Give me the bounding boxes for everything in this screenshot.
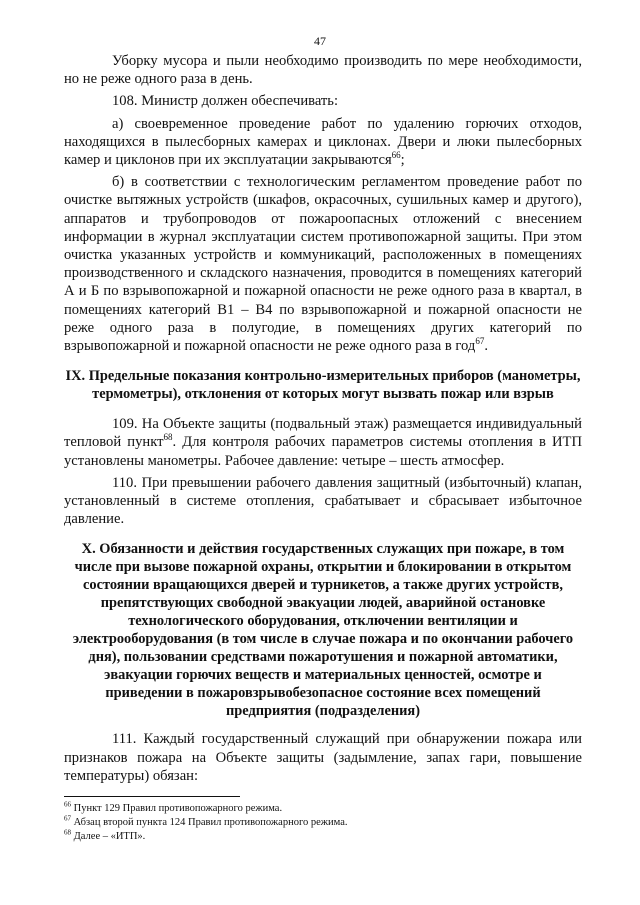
- paragraph-text: 108. Министр должен обеспечивать:: [112, 93, 339, 110]
- footnote-68: [64, 830, 582, 844]
- section-heading-9: IX. Предельные показания контрольно-измерительных приборов (манометры, термометры), отклонения от которых могут вызвать пожар или взрыв: [65, 368, 581, 403]
- paragraph-text: .: [484, 338, 488, 355]
- document-body: [64, 52, 582, 785]
- section-heading-10: X. Обязанности и действия государственных служащих при пожаре, в том числе при вызове пожарной охраны, открытии и блокировании в открытом состоянии вращающихся дверей и турникетов, а также других устройств, препятствующих свободной эвакуации людей, аварийной остановке технологического оборудования, отключении вентиляции и электрооборудования (в том числе в случае пожара и по окончании рабочего дня), пользовании средствами пожаротушения и пожарной автоматики, эвакуации горючих веществ и материальных ценностей, осмотре и приведении в пожаровзрывобезопасное состояние всех помещений предприятия (подразделения): [72, 541, 574, 720]
- paragraph-cleaning: [64, 52, 582, 88]
- page-number: 47: [314, 34, 326, 48]
- paragraph-109: [64, 415, 582, 470]
- paragraph-108: [64, 92, 582, 110]
- paragraph-108b: [64, 173, 582, 355]
- paragraph-text: . Для контроля рабочих параметров системы отопления в ИТП установлены манометры. Рабочее давление: четыре – шесть атмосфер.: [64, 434, 583, 469]
- paragraph-text: 110. При превышении рабочего давления защитный (избыточный) клапан, установленный в системе отопления, срабатывает и сбрасывает избыточное давление.: [64, 474, 582, 528]
- footnote-ref-66: 66: [391, 150, 401, 161]
- paragraph-text: ;: [400, 152, 405, 169]
- paragraph-111: [64, 730, 582, 785]
- paragraph-110: [64, 474, 582, 529]
- footnote-text: Абзац второй пункта 124 Правил противопожарного режима.: [71, 817, 348, 828]
- paragraph-text: а) своевременное проведение работ по удалению горючих отходов, находящихся в пылесборных камерах и циклонах. Двери и люки пылесборных камер и циклонов при их эксплуатации закрываются: [64, 115, 582, 169]
- footnotes: [64, 802, 582, 844]
- footnote-67: [64, 816, 582, 830]
- paragraph-text: б) в соответствии с технологическим регламентом проведение работ по очистке вытяжных устройств (шкафов, окрасочных, сушильных камер и другого), аппаратов и трубопроводов от пожароопасных отложений с внесением информации в журнал эксплуатации систем противопожарной защиты. При этом очистка указанных устройств и коммуникаций, расположенных в помещениях производственного и складского назначения, проводится в помещениях категорий А и Б по взрывопожарной и пожарной опасности не реже одного раза в квартал, в помещениях категорий В1 – В4 по взрывопожарной и пожарной опасности не реже одного раза в полугодие, в помещениях других категорий по взрывопожарной и пожарной опасности не реже одного раза в год: [64, 174, 582, 355]
- footnote-ref-68: 68: [163, 432, 173, 443]
- footnote-text: Далее – «ИТП».: [71, 831, 146, 842]
- footnote-66: [64, 802, 582, 816]
- footnote-mark: 66: [64, 800, 71, 809]
- footnote-mark: 67: [64, 814, 71, 823]
- footnote-ref-67: 67: [475, 336, 485, 347]
- footnote-divider: [64, 796, 240, 797]
- footnote-mark: 68: [64, 828, 71, 837]
- paragraph-text: 111. Каждый государственный служащий при обнаружении пожара или признаков пожара на Объекте защиты (задымление, запах гари, повышение температуры) обязан:: [64, 731, 582, 784]
- paragraph-108a: [64, 115, 582, 170]
- paragraph-text: 109. На Объекте защиты (подвальный этаж) размещается индивидуальный тепловой пункт: [64, 416, 582, 451]
- footnote-text: Пункт 129 Правил противопожарного режима.: [71, 803, 283, 814]
- paragraph-text: Уборку мусора и пыли необходимо производить по мере необходимости, но не реже одного раза в день.: [64, 53, 582, 88]
